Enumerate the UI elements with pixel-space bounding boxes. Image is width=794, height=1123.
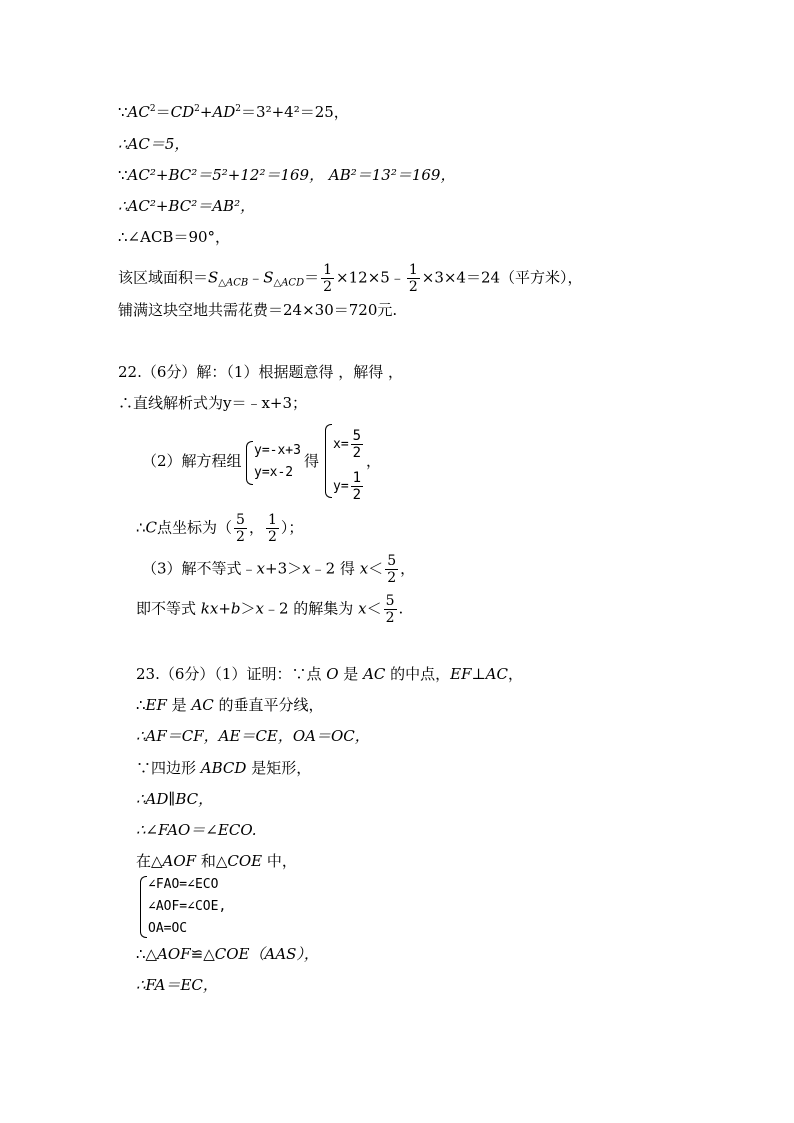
cost-line: 铺满这块空地共需花费＝24×30＝720元.	[118, 301, 398, 319]
sep: ，	[248, 518, 264, 537]
equals: ＝	[304, 268, 320, 287]
var-c: C	[145, 518, 158, 537]
fraction	[234, 512, 247, 545]
minus: ﹣	[248, 268, 264, 287]
congruence-brace	[140, 876, 147, 938]
eq-ac-5: ∴AC＝5，	[118, 135, 190, 153]
q23-congruence	[136, 944, 319, 964]
p3-mid: +3＞	[265, 559, 303, 578]
denominator: 2	[236, 529, 245, 545]
denominator: 2	[267, 529, 277, 545]
eq-ac-squared: $\because AC^2=CD^2+AD^2=3^2+4^2=25$，	[118, 103, 349, 121]
l4-pre: ∵四边形	[136, 759, 201, 777]
fraction	[351, 428, 363, 461]
eq-right-angle: ∴∠ACB＝90°，	[118, 228, 231, 246]
solution-y	[333, 470, 365, 503]
denominator: 2	[323, 279, 333, 295]
var-coe: COE	[214, 945, 250, 963]
fraction	[407, 262, 420, 295]
q23-line5: ∴AD∥BC，	[136, 790, 214, 808]
less-than: ＜	[366, 599, 382, 618]
p3-mid2: ﹣2 得	[310, 559, 360, 578]
var-ef: EF	[145, 696, 167, 714]
cong-cond-3: OA=OC	[148, 921, 188, 936]
var-coe: COE	[227, 852, 263, 870]
numerator: 5	[352, 428, 362, 444]
denominator: 2	[352, 487, 362, 503]
solution-x	[333, 428, 365, 461]
var-ac: AC	[191, 696, 214, 714]
cong-cond-1: ∠FAO=∠ECO	[148, 877, 219, 892]
eq-mid: ×12×5﹣	[336, 268, 405, 287]
q23-line4	[136, 758, 311, 778]
l7-pre: 在△	[136, 852, 163, 870]
var-x: x	[255, 599, 264, 618]
q23-line3: ∴AF＝CF，AE＝CE，OA＝OC，	[136, 727, 370, 745]
area-label: 该区域面积＝	[118, 268, 209, 287]
var-ac: AC	[363, 665, 386, 683]
fraction	[385, 553, 398, 586]
congruent-symbol: ≌△	[190, 945, 215, 963]
q22-part2-label: （2）解方程组	[142, 452, 242, 470]
l7-mid: 和△	[196, 852, 228, 870]
l2-mid: 是	[166, 696, 192, 714]
eq-pythag-conclude: ∴AC²+BC²＝AB²，	[118, 197, 256, 215]
var-abcd: ABCD	[200, 759, 247, 777]
less-than: ＜	[368, 559, 384, 578]
s-symbol: S	[208, 268, 219, 287]
q23-line2	[136, 695, 324, 715]
numerator: 5	[385, 593, 395, 609]
head-mid: 是	[338, 665, 364, 683]
fraction	[266, 512, 279, 545]
because-symbol: ∵	[118, 103, 128, 121]
p4-pre: 即不等式	[136, 599, 201, 618]
denominator: 2	[352, 445, 362, 461]
numerator: 1	[352, 470, 362, 486]
fraction	[351, 470, 363, 503]
sub-acb: △ACB	[218, 277, 249, 289]
therefore: ∴	[136, 518, 146, 537]
perp-symbol: ⊥	[471, 665, 486, 683]
denominator: 2	[385, 610, 395, 626]
solution-comma: ，	[366, 452, 382, 470]
numerator: 5	[387, 553, 397, 569]
eq-rest: ＝3²+4²＝25，	[241, 103, 349, 121]
system-eq-1: y=-x+3	[254, 443, 301, 458]
l2-end: 的垂直平分线，	[213, 696, 324, 714]
head-end: ，	[507, 665, 523, 683]
expr-kxb: kx+b	[200, 599, 241, 618]
s-symbol: S	[263, 268, 274, 287]
var-ac: AC	[127, 103, 150, 121]
eq-pythag-check	[118, 165, 455, 185]
fraction	[384, 593, 397, 626]
l8-pre: ∴△	[136, 945, 158, 963]
de-label: 得	[304, 452, 320, 470]
numerator: 1	[267, 512, 277, 528]
denominator: 2	[408, 279, 418, 295]
var-ac: AC	[485, 665, 508, 683]
q23-line9: ∴FA＝EC，	[136, 976, 218, 994]
var-x: x	[358, 599, 367, 618]
numerator: 1	[408, 262, 418, 278]
eq-ab: AB²＝13²＝169，	[328, 166, 456, 184]
l4-end: 是矩形，	[246, 759, 312, 777]
q23-line6: ∴∠FAO＝∠ECO.	[136, 821, 257, 839]
solution-brace	[325, 424, 332, 498]
q23-line7	[136, 851, 297, 871]
cong-cond-2: ∠AOF=∠COE,	[148, 899, 227, 914]
system-eq-2: y=x-2	[254, 465, 294, 480]
var-aof: AOF	[162, 852, 197, 870]
plus: +	[199, 103, 213, 121]
var-x: x	[359, 559, 369, 578]
l7-end: 中，	[262, 852, 297, 870]
coord-label: 点坐标为（	[157, 518, 233, 537]
numerator: 1	[323, 262, 333, 278]
numerator: 5	[236, 512, 245, 528]
coord-end: ）；	[280, 518, 304, 537]
l8-end: （AAS），	[249, 945, 319, 963]
system-brace	[246, 441, 253, 485]
var-o: O	[326, 665, 339, 683]
therefore: ∴	[136, 696, 146, 714]
denominator: 2	[387, 570, 397, 586]
p3-end: ，	[400, 559, 416, 578]
var-aof: AOF	[157, 945, 191, 963]
var-x: x	[256, 559, 266, 578]
var-ad: AD	[212, 103, 236, 121]
sub-acd: △ACD	[273, 277, 305, 289]
head-pre: 23.（6分）（1）证明：∵点	[136, 665, 327, 683]
fraction	[321, 262, 334, 295]
p3-pre: （3）解不等式﹣	[142, 559, 257, 578]
q22-solution-set	[136, 593, 403, 626]
q23-heading	[136, 664, 523, 684]
x-eq: x=	[333, 437, 349, 452]
q22-heading: 22.（6分）解：（1）根据题意得 ，解得 ，	[118, 363, 403, 381]
eq-area	[118, 262, 583, 295]
equals: ＝	[155, 103, 171, 121]
head-mid2: 的中点，	[385, 665, 451, 683]
y-eq: y=	[333, 479, 349, 494]
greater-than: ＞	[240, 599, 256, 618]
p4-mid2: ﹣2 的解集为	[264, 599, 359, 618]
eq-end: ×3×4＝24（平方米），	[421, 268, 583, 287]
p4-end: .	[398, 599, 404, 618]
eq-sum: AC²+BC²＝5²+12²＝169，	[127, 166, 325, 184]
point-c-coords	[136, 512, 303, 545]
line-equation: ∴直线解析式为y＝﹣x+3；	[118, 394, 308, 412]
var-ef: EF	[450, 665, 472, 683]
var-x: x	[302, 559, 311, 578]
because-symbol: ∵	[118, 166, 128, 184]
q22-part3	[142, 553, 415, 586]
var-cd: CD	[170, 103, 195, 121]
